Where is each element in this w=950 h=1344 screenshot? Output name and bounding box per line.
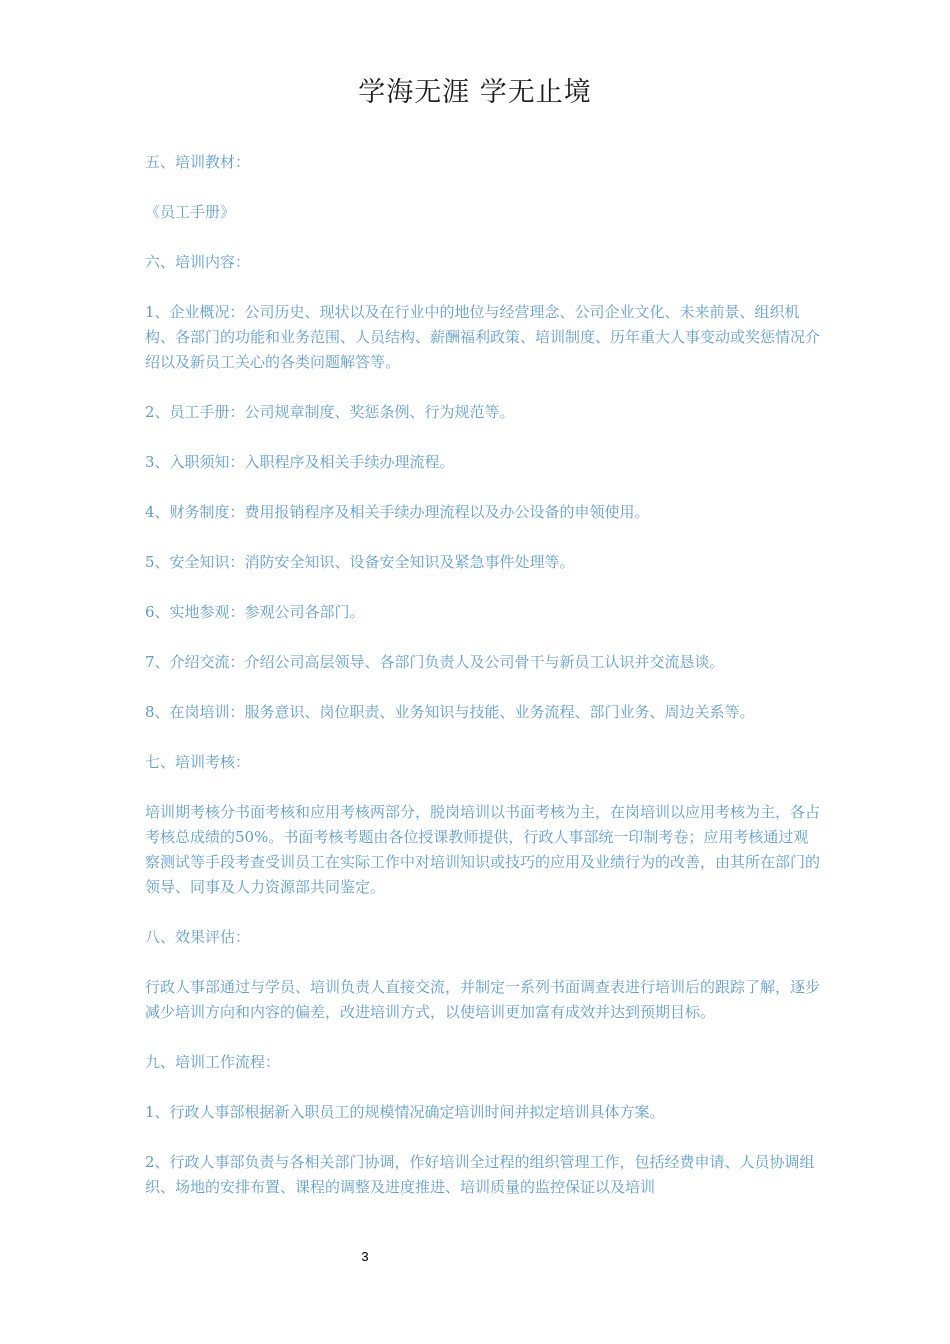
section-heading-workflow: 九、培训工作流程： <box>145 1053 281 1071</box>
assessment-description: 培训期考核分书面考核和应用考核两部分，脱岗培训以书面考核为主，在岗培训以应用考核为主，各占考核总成绩的50%。书面考核考题由各位授课教师提供，行政人事部统一印制考卷；应用考核通过观察测试等手段考查受训员工在实际工作中对培训知识或技巧的应用及业绩行为的改善，由其所在部门的领导、同事及人力资源部共同鉴定。 <box>145 803 821 896</box>
workflow-step-1: 1、行政人事部根据新入职员工的规模情况确定培训时间并拟定培训具体方案。 <box>145 1103 665 1121</box>
section-heading-assessment: 七、培训考核： <box>145 753 251 771</box>
section-heading-content: 六、培训内容： <box>145 253 251 271</box>
section-heading-materials: 五、培训教材： <box>145 153 251 171</box>
content-item-onboarding: 3、入职须知：入职程序及相关手续办理流程。 <box>145 453 455 471</box>
content-item-finance: 4、财务制度：费用报销程序及相关手续办理流程以及办公设备的申领使用。 <box>145 503 650 521</box>
document-body <box>145 150 820 1225</box>
content-item-on-job-training: 8、在岗培训：服务意识、岗位职责、业务知识与技能、业务流程、部门业务、周边关系等。 <box>145 703 755 721</box>
content-item-introduction: 7、介绍交流：介绍公司高层领导、各部门负责人及公司骨干与新员工认识并交流恳谈。 <box>145 653 725 671</box>
section-heading-evaluation: 八、效果评估： <box>145 928 251 946</box>
page-number: 3 <box>361 1249 369 1264</box>
materials-item: 《员工手册》 <box>145 203 236 221</box>
evaluation-description: 行政人事部通过与学员、培训负责人直接交流，并制定一系列书面调查表进行培训后的跟踪了解，逐步减少培训方向和内容的偏差，改进培训方式，以使培训更加富有成效并达到预期目标。 <box>145 978 821 1021</box>
content-item-company-overview: 1、企业概况：公司历史、现状以及在行业中的地位与经营理念、公司企业文化、未来前景、组织机构、各部门的功能和业务范围、人员结构、薪酬福利政策、培训制度、历年重大人事变动或奖惩情况介绍以及新员工关心的各类问题解答等。 <box>145 303 821 371</box>
content-item-site-visit: 6、实地参观：参观公司各部门。 <box>145 603 365 621</box>
content-item-safety: 5、安全知识：消防安全知识、设备安全知识及紧急事件处理等。 <box>145 553 575 571</box>
workflow-step-2: 2、行政人事部负责与各相关部门协调，作好培训全过程的组织管理工作，包括经费申请、人员协调组织、场地的安排布置、课程的调整及进度推进、培训质量的监控保证以及培训 <box>145 1153 815 1196</box>
content-item-handbook: 2、员工手册：公司规章制度、奖惩条例、行为规范等。 <box>145 403 515 421</box>
page-header-title: 学海无涯 学无止境 <box>358 77 592 108</box>
